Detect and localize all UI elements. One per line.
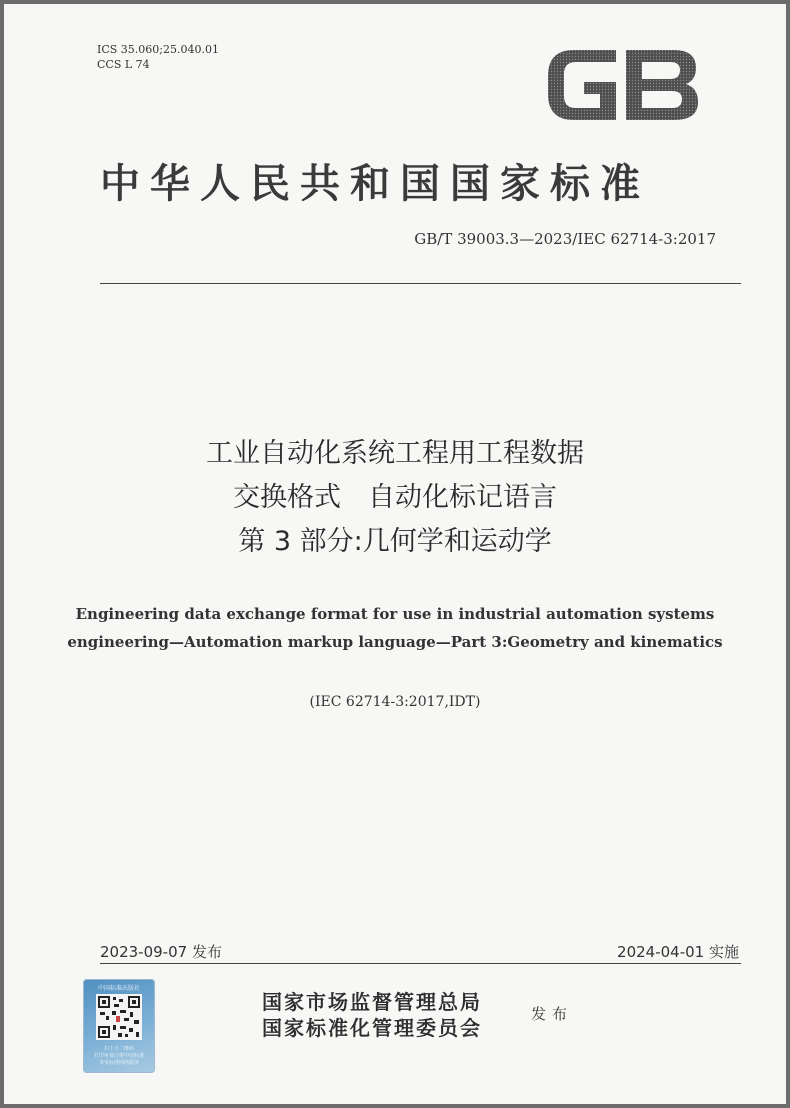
ics-code: ICS 35.060;25.040.01 — [97, 43, 219, 56]
sticker-footer-line-1: 扫上方二维码 — [103, 1046, 134, 1052]
chinese-title-line-2: 交换格式 自动化标记语言 — [233, 482, 557, 513]
issuing-authorities — [262, 989, 482, 1041]
publish-date: 2023-09-07 发布 — [100, 943, 222, 961]
implementation-date: 2024-04-01 实施 — [617, 943, 739, 961]
gb-logo-icon — [544, 46, 702, 124]
sticker-header: 中国标准出版社 — [97, 985, 140, 992]
national-standard-title: 中华人民共和国国家标准 — [100, 161, 650, 207]
anti-counterfeit-sticker — [83, 979, 155, 1073]
sticker-footer — [86, 1046, 152, 1067]
chinese-title-line-3: 第 3 部分:几何学和运动学 — [238, 526, 552, 557]
issue-label: 发布 — [531, 1005, 574, 1023]
chinese-title-line-1: 工业自动化系统工程用工程数据 — [206, 438, 584, 469]
bottom-divider — [100, 963, 741, 964]
publisher-samr: 国家市场监督管理总局 — [262, 990, 482, 1014]
english-title — [4, 600, 786, 656]
qr-code-icon — [96, 994, 142, 1040]
english-title-line-1: Engineering data exchange format for use in industrial automation systems — [75, 605, 715, 623]
iec-reference: (IEC 62714-3:2017,IDT) — [309, 694, 481, 710]
sticker-footer-line-3: 享受标准网络服务 — [98, 1060, 139, 1066]
publisher-sac: 国家标准化管理委员会 — [262, 1016, 482, 1040]
classification-codes — [97, 42, 219, 72]
english-title-line-2: engineering—Automation markup language—Part 3:Geometry and kinematics — [67, 633, 723, 651]
standard-number: GB/T 39003.3—2023/IEC 62714-3:2017 — [414, 230, 716, 248]
ccs-code: CCS L 74 — [97, 58, 150, 71]
sticker-footer-line-2: 打印免费注册中国标准 — [93, 1053, 144, 1059]
top-divider — [100, 283, 741, 284]
chinese-title — [4, 432, 786, 564]
